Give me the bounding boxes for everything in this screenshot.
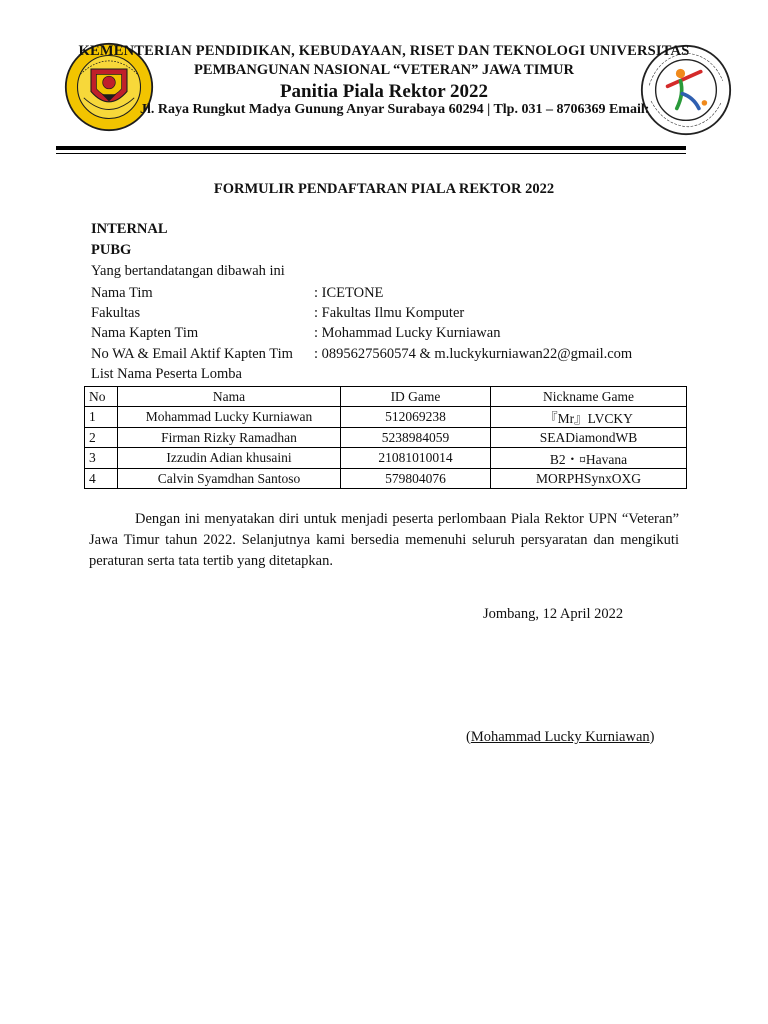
signer-open-paren: ( bbox=[466, 729, 471, 745]
table-row bbox=[85, 407, 687, 428]
field-value-contact: : 0895627560574 & m.luckykurniawan22@gmail.com bbox=[314, 346, 633, 362]
row-game-id: 21081010014 bbox=[341, 448, 491, 469]
table-header-row bbox=[85, 387, 687, 407]
field-label-team-name: Nama Tim bbox=[91, 285, 153, 301]
header-nickname: Nickname Game bbox=[491, 387, 687, 407]
row-name: Firman Rizky Ramadhan bbox=[118, 428, 341, 448]
form-title: FORMULIR PENDAFTARAN PIALA REKTOR 2022 bbox=[213, 181, 555, 197]
signature-block bbox=[466, 729, 654, 746]
header-name: Nama bbox=[118, 387, 341, 407]
row-game-id: 5238984059 bbox=[341, 428, 491, 448]
university-heading: PEMBANGUNAN NASIONAL “VETERAN” JAWA TIMUR bbox=[194, 62, 574, 78]
letterhead-divider bbox=[56, 146, 686, 150]
table-row bbox=[85, 428, 687, 448]
table-row bbox=[85, 469, 687, 489]
field-value-faculty: : Fakultas Ilmu Komputer bbox=[314, 305, 465, 321]
row-no: 1 bbox=[85, 407, 118, 428]
field-value-captain: : Mohammad Lucky Kurniawan bbox=[314, 325, 501, 341]
row-nickname: B2・¤Havana bbox=[491, 448, 687, 469]
row-game-id: 579804076 bbox=[341, 469, 491, 489]
place-date: Jombang, 12 April 2022 bbox=[483, 606, 624, 622]
field-label-contact: No WA & Email Aktif Kapten Tim bbox=[91, 346, 293, 362]
signer-close-paren: ) bbox=[649, 729, 655, 745]
committee-heading: Panitia Piala Rektor 2022 bbox=[279, 81, 489, 102]
header-game-id: ID Game bbox=[341, 387, 491, 407]
address-line: Jl. Raya Rungkut Madya Gunung Anyar Surabaya 60294 | Tlp. 031 – 8706369 Email: bbox=[140, 102, 650, 117]
row-no: 3 bbox=[85, 448, 118, 469]
signer-name: Mohammad Lucky Kurniawan bbox=[470, 729, 650, 745]
field-value-team-name: : ICETONE bbox=[314, 285, 384, 301]
declaration-text: Dengan ini menyatakan diri untuk menjadi peserta perlombaan Piala Rektor UPN “Veteran” Jawa Timur tahun 2022. Selanjutnya kami bersedia memenuhi seluruh persyaratan dan mengikuti peraturan serta tata tertib yang ditetapkan. bbox=[89, 511, 679, 569]
row-name: Izzudin Adian khusaini bbox=[118, 448, 341, 469]
game-label: PUBG bbox=[91, 242, 132, 258]
row-nickname: MORPHSynxOXG bbox=[491, 469, 687, 489]
participant-table bbox=[84, 386, 687, 489]
letterhead-divider-thin bbox=[56, 153, 686, 154]
ministry-heading: KEMENTERIAN PENDIDIKAN, KEBUDAYAAN, RISET DAN TEKNOLOGI UNIVERSITAS bbox=[78, 43, 690, 59]
row-name: Calvin Syamdhan Santoso bbox=[118, 469, 341, 489]
row-nickname: 『Mr』LVCKY bbox=[491, 407, 687, 428]
row-game-id: 512069238 bbox=[341, 407, 491, 428]
declaration-paragraph bbox=[89, 509, 679, 572]
field-label-faculty: Fakultas bbox=[91, 305, 141, 321]
row-no: 4 bbox=[85, 469, 118, 489]
row-no: 2 bbox=[85, 428, 118, 448]
table-row bbox=[85, 448, 687, 469]
intro-text: Yang bertandatangan dibawah ini bbox=[91, 263, 285, 279]
row-nickname: SEADiamondWB bbox=[491, 428, 687, 448]
field-label-captain: Nama Kapten Tim bbox=[91, 325, 199, 341]
category-label: INTERNAL bbox=[91, 221, 168, 237]
participant-list-label: List Nama Peserta Lomba bbox=[91, 366, 242, 382]
row-name: Mohammad Lucky Kurniawan bbox=[118, 407, 341, 428]
header-no: No bbox=[85, 387, 118, 407]
